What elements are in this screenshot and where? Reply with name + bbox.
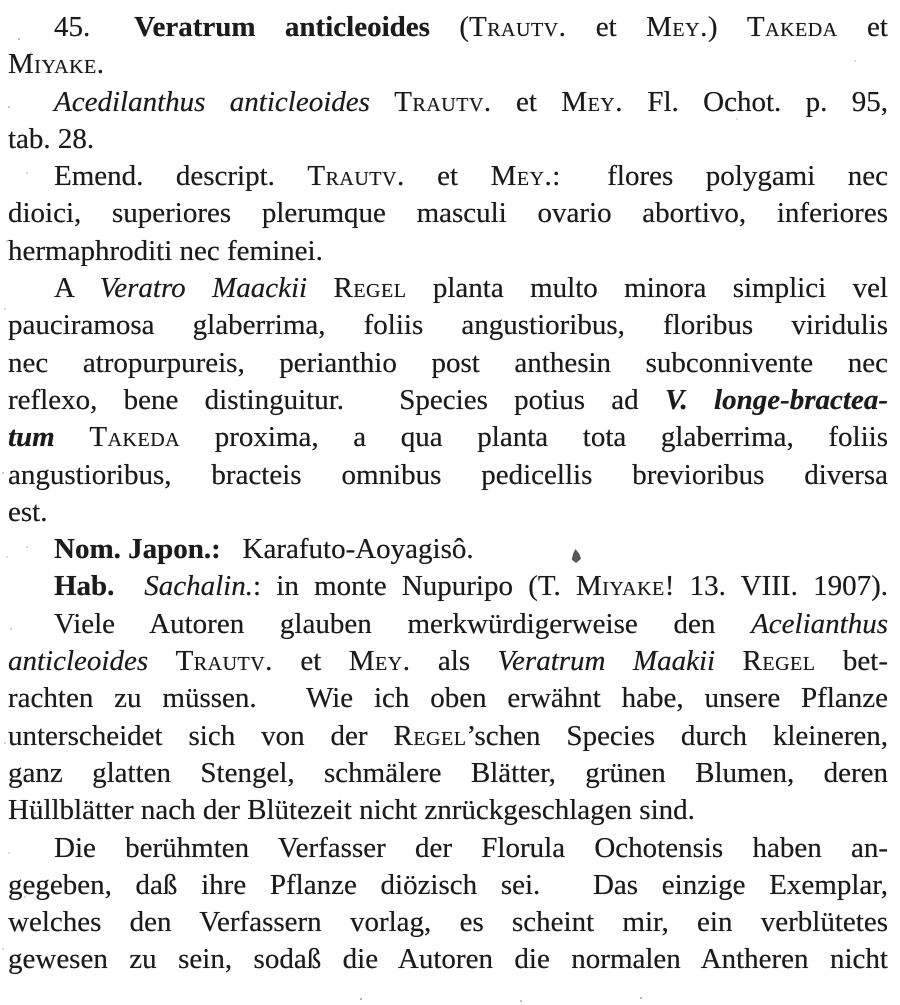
noise-specks (18, 38, 20, 40)
text-segment: anticleoides (8, 645, 176, 678)
text-line (8, 195, 888, 232)
text-segment: nec atropurpureis, perianthio post anthesin subconnivente nec (8, 346, 888, 379)
text-line (8, 531, 888, 568)
text-segment: Mey. (490, 160, 553, 193)
text-segment: Takeda (746, 11, 838, 43)
text-line (8, 345, 888, 382)
text-line (8, 830, 888, 867)
text-line (8, 158, 888, 195)
text-line (8, 9, 888, 46)
text-line (8, 494, 888, 531)
text-line (8, 941, 888, 978)
text-line (8, 270, 888, 307)
text-segment: als (410, 645, 498, 678)
text-segment: Mey. (646, 11, 708, 43)
text-segment: dioici, superiores plerumque masculi ovario abortivo, inferiores (8, 197, 888, 230)
text-line (8, 307, 888, 344)
text-line (8, 755, 888, 792)
text-segment: gegeben, daß ihre Pflanze diözisch sei. Das einzige Exemplar, (8, 868, 888, 901)
text-segment: angustioribus, bracteis omnibus pedicellis brevioribus diversa (8, 458, 888, 491)
text-line (8, 419, 888, 456)
text-segment: hermaphroditi nec feminei. (8, 234, 323, 267)
text-segment: : flores polygami nec (552, 160, 888, 193)
text-line (8, 643, 888, 680)
text-segment: est. (8, 495, 48, 528)
text-segment: bet- (815, 645, 888, 678)
text-segment: Mey. (348, 645, 411, 678)
text-line (8, 46, 888, 83)
text-segment: Miyake. (8, 48, 105, 81)
text-segment: et (404, 160, 491, 193)
text-line (8, 382, 888, 419)
text-segment: Hüllblätter nach der Blütezeit nicht znrückgeschlagen sind. (8, 794, 695, 827)
text-line (8, 121, 888, 158)
text-segment: Takeda (89, 421, 181, 454)
text-segment: gewesen zu sein, sodaß die Autoren die normalen Antheren nicht (8, 943, 888, 976)
text-segment (114, 570, 144, 602)
text-segment: ) (707, 11, 747, 43)
text-line (8, 457, 888, 494)
text-segment: A (54, 272, 100, 305)
text-line (8, 867, 888, 904)
text-segment: Viele Autoren glauben merkwürdigerweise den (54, 607, 752, 640)
text-segment: unterscheidet sich von der (8, 719, 394, 752)
text-segment: Nom. Japon.: (54, 533, 221, 566)
text-line (8, 606, 888, 643)
text-segment: Veratro Maackii (99, 272, 334, 305)
text-segment: reflexo, bene distinguitur. Species potius ad (8, 383, 665, 416)
text-segment: Trautv. (175, 645, 273, 678)
text-segment: welches den Verfassern vorlag, es scheint mir, ein verblütetes (8, 906, 888, 939)
text-segment: pauciramosa glaberrima, foliis angustioribus, floribus viridulis (8, 309, 888, 342)
text-segment: ’schen Species durch kleineren, (466, 719, 889, 752)
text-segment: tum (8, 421, 90, 454)
text-segment: Sachalin. (144, 570, 253, 603)
text-segment: Emend. descript. (54, 160, 308, 193)
text-segment: et (272, 645, 349, 678)
text-segment: 45. (54, 11, 135, 43)
text-segment: ! 13. VIII. 1907). (664, 570, 888, 603)
text-segment: ( (429, 11, 469, 43)
text-segment: Veratrum Maakii (497, 645, 743, 678)
text-segment: Fl. Ochot. p. 95, (623, 85, 889, 118)
text-segment: V. longe-bractea- (664, 383, 889, 416)
text-segment: Veratrum anticleoides (134, 11, 430, 43)
text-line (8, 792, 888, 829)
text-segment: Karafuto-Aoyagisô. (220, 533, 474, 566)
text-segment: Regel (742, 645, 816, 678)
text-segment: ganz glatten Stengel, schmälere Blätter, grünen Blumen, deren (8, 756, 888, 789)
text-line (8, 680, 888, 717)
text-segment: rachten zu müssen. Wie ich oben erwähnt habe, unsere Pflanze (8, 682, 888, 715)
text-segment: Mey. (561, 85, 623, 118)
text-segment: et (491, 85, 562, 118)
text-line (8, 718, 888, 755)
text-segment: tab. 28. (8, 122, 95, 155)
text-segment: Hab. (54, 570, 115, 603)
text-segment: planta multo minora simplici vel (406, 272, 888, 305)
text-block (8, 9, 888, 979)
text-line (8, 233, 888, 270)
text-segment: proxima, a qua planta tota glaberrima, foliis (180, 421, 888, 454)
text-line (8, 904, 888, 941)
text-segment: Miyake (575, 570, 665, 603)
text-segment: Trautv. (394, 85, 492, 118)
text-segment: et (566, 11, 647, 43)
text-segment: Trautv. (469, 11, 567, 43)
text-segment: Regel (333, 272, 407, 305)
text-line (8, 568, 888, 605)
text-segment: Die berühmten Verfasser der Florula Ochotensis haben an- (54, 831, 888, 864)
text-segment: Acelianthus (751, 607, 888, 640)
text-segment: : in monte Nupuripo (T. (252, 570, 576, 603)
text-segment: et (837, 11, 888, 43)
text-segment: Regel (393, 719, 467, 752)
text-line (8, 84, 888, 121)
text-segment: Acedilanthus anticleoides (54, 85, 395, 118)
text-segment: Trautv. (307, 160, 405, 193)
